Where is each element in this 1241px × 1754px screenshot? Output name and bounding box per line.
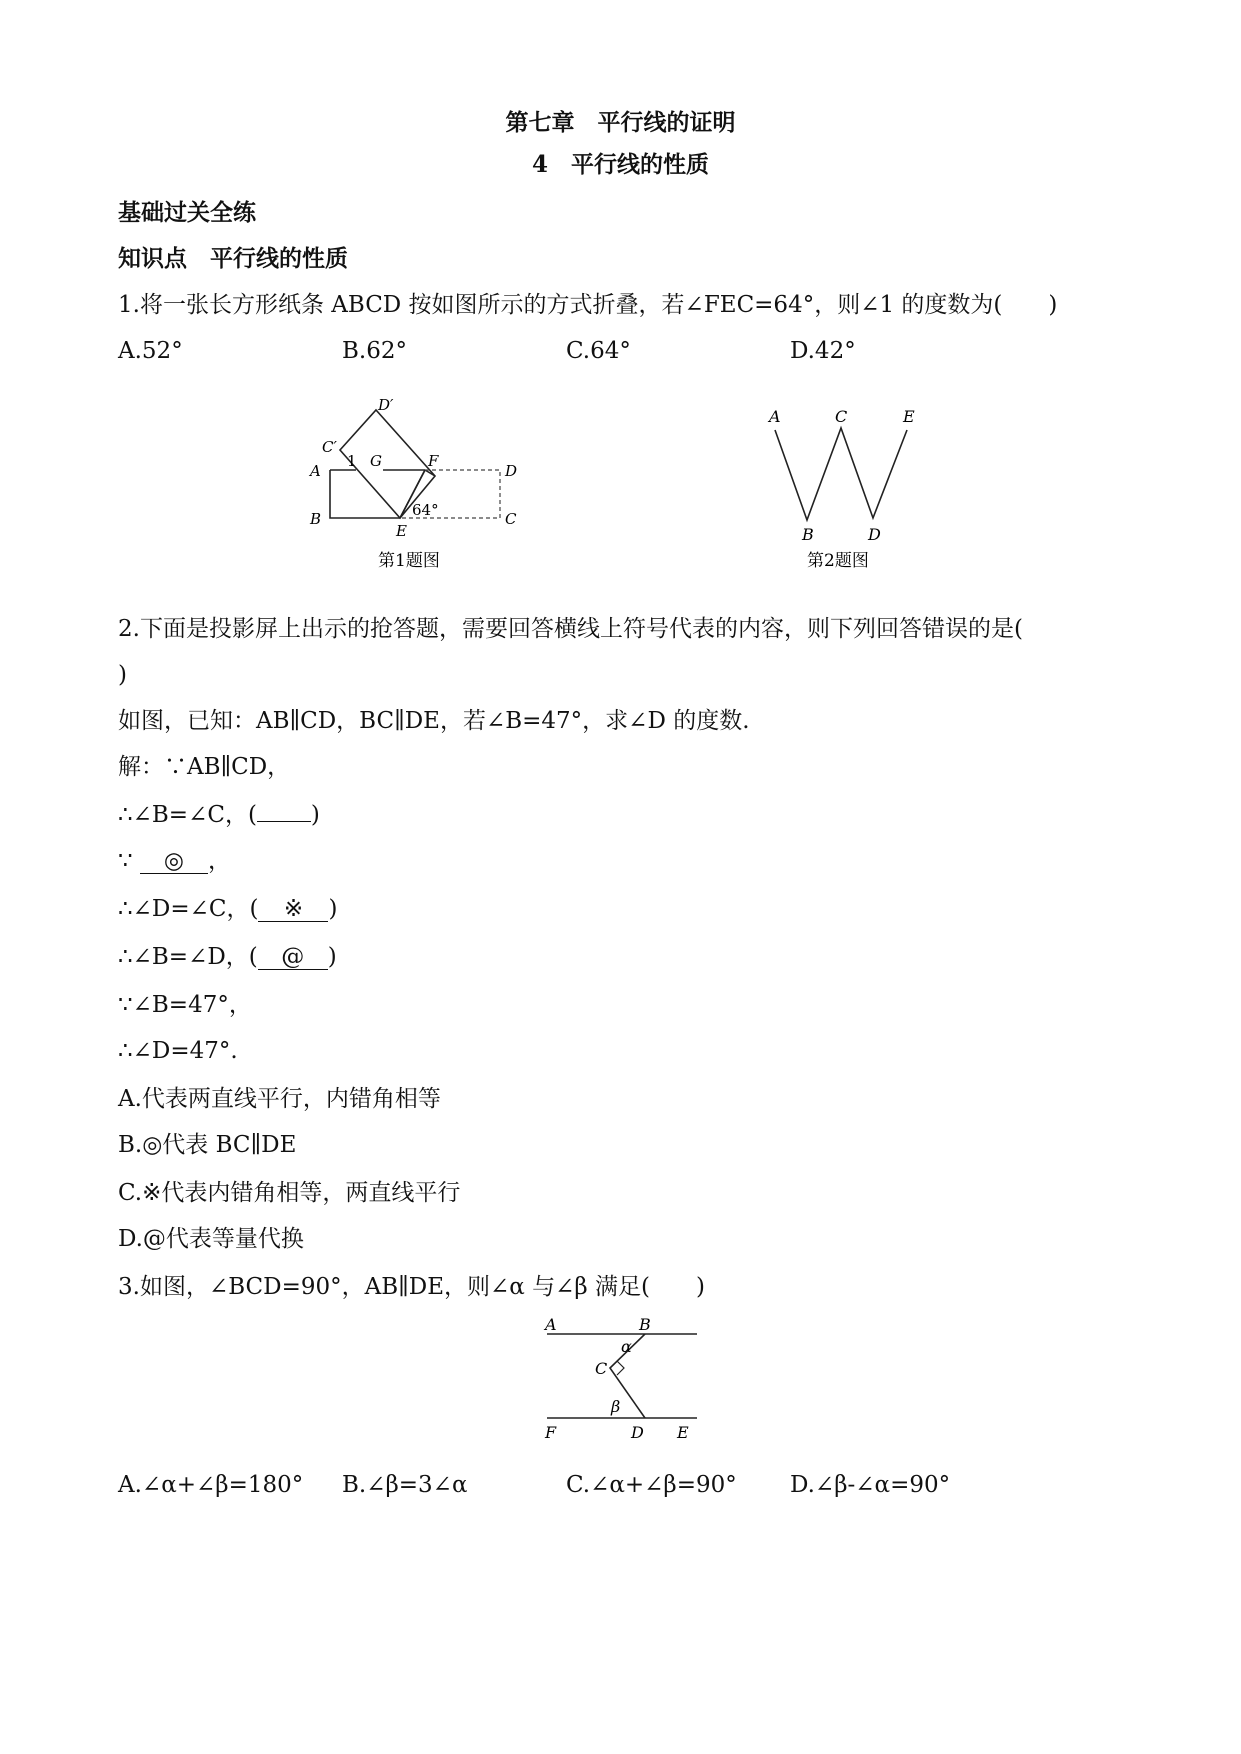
step-text: ∴∠B=∠C，(: [118, 802, 257, 828]
fig1-label-angle-64: 64°: [412, 501, 439, 519]
q2-option-c: C.※代表内错角相等，两直线平行: [118, 1180, 461, 1206]
step-tail: ): [328, 896, 338, 922]
q3-option-a: A.∠α+∠β=180°: [118, 1472, 304, 1498]
q1-option-d: D.42°: [790, 338, 856, 364]
q2-step-7: [118, 1036, 238, 1066]
step-text: ∴∠B=∠D，(: [118, 944, 258, 970]
step-tail: ): [327, 944, 337, 970]
step-tail: ，: [207, 848, 231, 874]
q2-option-a: A.代表两直线平行，内错角相等: [118, 1086, 441, 1112]
q2-given: 如图，已知：AB∥CD，BC∥DE，若∠B=47°，求∠D 的度数.: [118, 708, 750, 734]
q1-option-c: C.64°: [566, 338, 631, 364]
q3-option-c: C.∠α+∠β=90°: [566, 1472, 737, 1498]
q1-option-b: B.62°: [342, 338, 407, 364]
fig1-label-angle-1: 1: [347, 452, 357, 470]
step-text: ∴∠D=47°.: [118, 1038, 238, 1064]
q3-option-b: B.∠β=3∠α: [342, 1472, 468, 1498]
fig1-label-f: F: [428, 452, 439, 470]
q3-figure-parallel-lines: [535, 1318, 715, 1450]
strip-edge: [330, 470, 425, 518]
fig3-label-b: B: [639, 1318, 651, 1334]
fig2-label-b: B: [802, 525, 814, 544]
fig3-label-e: E: [677, 1423, 689, 1442]
q2-step-1: [118, 752, 290, 782]
fig3-label-alpha: α: [621, 1337, 632, 1356]
q2-option-b: B.◎代表 BC∥DE: [118, 1132, 297, 1158]
q1-stem: 1.将一张长方形纸条 ABCD 按如图所示的方式折叠，若∠FEC=64°，则∠1 的度数为( ): [118, 292, 1058, 318]
right-angle-mark: [617, 1361, 624, 1375]
q1-figure-folded-strip: [300, 390, 530, 580]
fig2-label-c: C: [835, 407, 848, 426]
fig1-caption: 第1题图: [378, 551, 440, 571]
fig1-label-e: E: [396, 522, 407, 540]
q2-step-5: [118, 942, 337, 972]
q2-figure-zigzag: [755, 400, 955, 580]
fig3-label-d: D: [631, 1423, 644, 1442]
answer-blank-reference[interactable]: ※: [258, 897, 328, 922]
fig1-label-g: G: [370, 452, 382, 470]
fig1-label-c: C: [505, 510, 517, 528]
section-title: 4 平行线的性质: [531, 151, 709, 178]
step-tail: ): [310, 802, 320, 828]
zigzag-lines: [775, 428, 907, 520]
fig3-label-f: F: [545, 1423, 557, 1442]
fig2-label-e: E: [903, 407, 915, 426]
q2-step-2: [118, 800, 320, 830]
chapter-title: 第七章 平行线的证明: [505, 109, 736, 136]
fig2-caption: 第2题图: [807, 551, 869, 571]
step-text: ∴∠D=∠C，(: [118, 896, 259, 922]
fig3-label-beta: β: [611, 1397, 621, 1416]
answer-blank[interactable]: [257, 821, 311, 822]
level-heading: 基础过关全练: [118, 199, 256, 226]
q3-stem: 3.如图，∠BCD=90°，AB∥DE，则∠α 与∠β 满足( ): [118, 1274, 705, 1300]
fig2-label-a: A: [769, 407, 781, 426]
q2-step-3: [118, 846, 231, 876]
topic-heading: 知识点 平行线的性质: [118, 245, 348, 272]
step-text: ∵: [118, 848, 140, 874]
q2-step-4: [118, 894, 337, 924]
q2-stem-line2: ): [118, 662, 127, 688]
q2-stem-line1: 2.下面是投影屏上出示的抢答题，需要回答横线上符号代表的内容，则下列回答错误的是(: [118, 616, 1023, 642]
step-text: 解：∵AB∥CD，: [118, 754, 291, 780]
step-text: ∵∠B=47°，: [118, 992, 252, 1018]
fig1-label-d-prime: D′: [378, 396, 394, 414]
fig1-label-a: A: [310, 462, 321, 480]
fig1-label-d: D: [505, 462, 518, 480]
fig1-label-c-prime: C′: [322, 438, 337, 456]
fig2-label-d: D: [868, 525, 881, 544]
fig3-label-a: A: [545, 1318, 557, 1334]
answer-blank-at[interactable]: @: [258, 945, 328, 970]
answer-blank-circle[interactable]: ◎: [140, 849, 208, 874]
fig3-label-c: C: [595, 1359, 608, 1378]
q2-step-6: [118, 990, 252, 1020]
fig1-label-b: B: [310, 510, 322, 528]
q1-option-a: A.52°: [118, 338, 183, 364]
q2-option-d: D.@代表等量代换: [118, 1226, 304, 1252]
q3-option-d: D.∠β-∠α=90°: [790, 1472, 951, 1498]
